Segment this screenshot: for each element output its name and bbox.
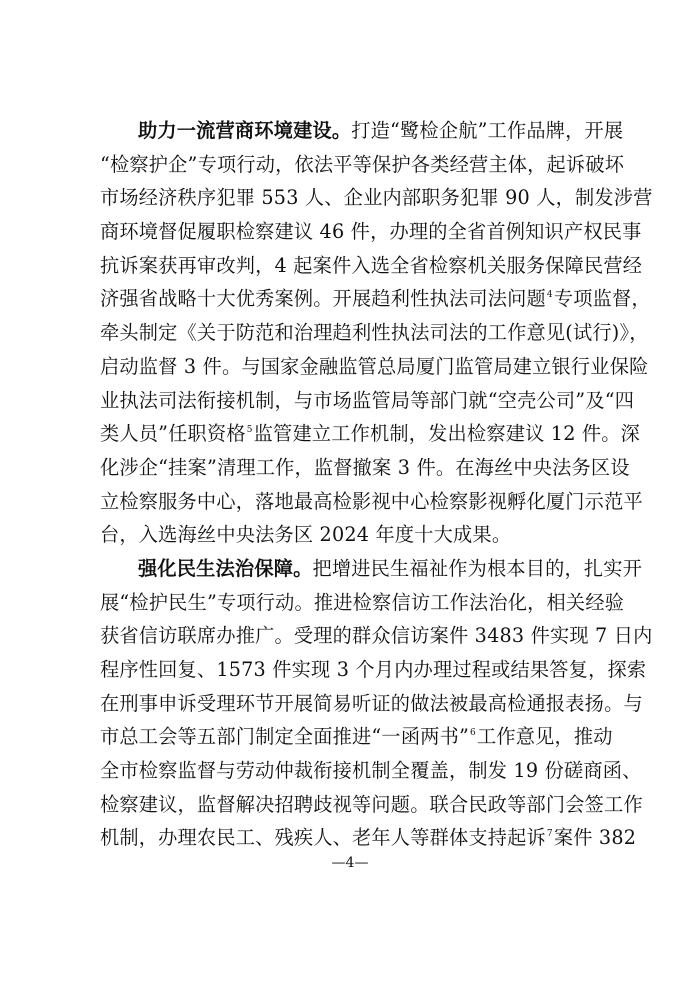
body-text: 抗诉案获再审改判，4 起案件入选全省检察机关服务保障民营经 <box>100 253 643 277</box>
body-text: 检察建议，监督解决招聘歧视等问题。联合民政等部门会签工作 <box>100 792 643 816</box>
document-body <box>100 114 653 855</box>
text-line <box>100 350 649 384</box>
text-line <box>100 485 643 519</box>
body-text: 在刑事申诉受理环节开展简易听证的做法被最高检通报表扬。与 <box>100 691 643 715</box>
body-text: 专项监督， <box>553 287 651 311</box>
paragraph <box>100 114 653 552</box>
text-line <box>100 384 635 418</box>
body-text: 商环境督促履职检察建议 46 件，办理的全省首例知识产权民事 <box>100 220 642 244</box>
text-line <box>100 249 643 283</box>
body-text: 展“检护民生”专项行动。推进检察信访工作法治化，相关经验 <box>100 590 625 614</box>
text-line <box>100 821 637 855</box>
text-line <box>100 114 624 148</box>
body-text: 化涉企“挂案”清理工作，监督撤案 3 件。在海丝中央法务区设 <box>100 455 630 479</box>
text-line <box>100 215 642 249</box>
footnote-marker: 4 <box>546 290 553 301</box>
body-text: 台，入选海丝中央法务区 2024 年度十大成果。 <box>100 523 512 547</box>
body-text: 业执法司法衔接机制，与市场监管局等部门就“空壳公司”及“四 <box>100 388 635 412</box>
paragraph-heading: 助力一流营商环境建设。 <box>138 119 352 142</box>
body-text: 工作意见，推动 <box>476 725 613 749</box>
text-line <box>100 417 641 451</box>
text-line <box>100 316 649 350</box>
body-text: 全市检察监督与劳动仲裁衔接机制全覆盖，制发 19 份磋商函、 <box>100 759 642 783</box>
body-text: 监管建立工作机制，发出检察建议 12 件。深 <box>253 422 641 446</box>
body-text: 牵头制定《关于防范和治理趋利性执法司法的工作意见(试行)》， <box>100 321 649 345</box>
text-line <box>100 653 647 687</box>
text-line <box>100 619 653 653</box>
body-text: 启动监督 3 件。与国家金融监管总局厦门监管局建立银行业保险 <box>100 354 649 378</box>
footnote-marker: 6 <box>470 728 476 739</box>
body-text: 济强省战略十大优秀案例。开展趋利性执法司法问题 <box>100 287 546 311</box>
footnote-marker: 7 <box>546 829 553 840</box>
text-line <box>100 148 625 182</box>
paragraph-heading: 强化民生法治保障。 <box>138 556 313 580</box>
page-number: —4— <box>331 855 369 871</box>
text-line <box>100 720 613 754</box>
body-text: 把增进民生福祉作为根本目的，扎实开 <box>312 556 643 580</box>
body-text: 市场经济秩序犯罪 553 人、企业内部职务犯罪 90 人，制发涉营 <box>100 186 653 210</box>
text-line <box>100 788 643 822</box>
paragraph <box>100 552 653 855</box>
body-text: 类人员”任职资格 <box>100 422 246 446</box>
text-line <box>100 282 651 316</box>
text-line <box>100 754 642 788</box>
text-line <box>100 451 630 485</box>
body-text: 程序性回复、1573 件实现 3 个月内办理过程或结果答复，探索 <box>100 658 647 681</box>
body-text: 机制，办理农民工、残疾人、老年人等群体支持起诉 <box>100 826 546 850</box>
text-line <box>100 181 653 215</box>
text-line <box>100 586 625 620</box>
body-text: “检察护企”专项行动，依法平等保护各类经营主体，起诉破坏 <box>100 152 625 176</box>
text-line <box>100 552 643 586</box>
text-line <box>100 518 608 552</box>
body-text: 打造“鹭检企航”工作品牌，开展 <box>351 119 624 142</box>
body-text: 获省信访联席办推广。受理的群众信访案件 3483 件实现 7 日内 <box>100 624 653 648</box>
text-line <box>100 687 643 721</box>
body-text: 案件 382 <box>553 826 637 850</box>
body-text: 市总工会等五部门制定全面推进“一函两书” <box>100 725 469 749</box>
body-text: 立检察服务中心，落地最高检影视中心检察影视孵化厦门示范平 <box>100 489 643 513</box>
footnote-marker: 5 <box>246 425 253 436</box>
